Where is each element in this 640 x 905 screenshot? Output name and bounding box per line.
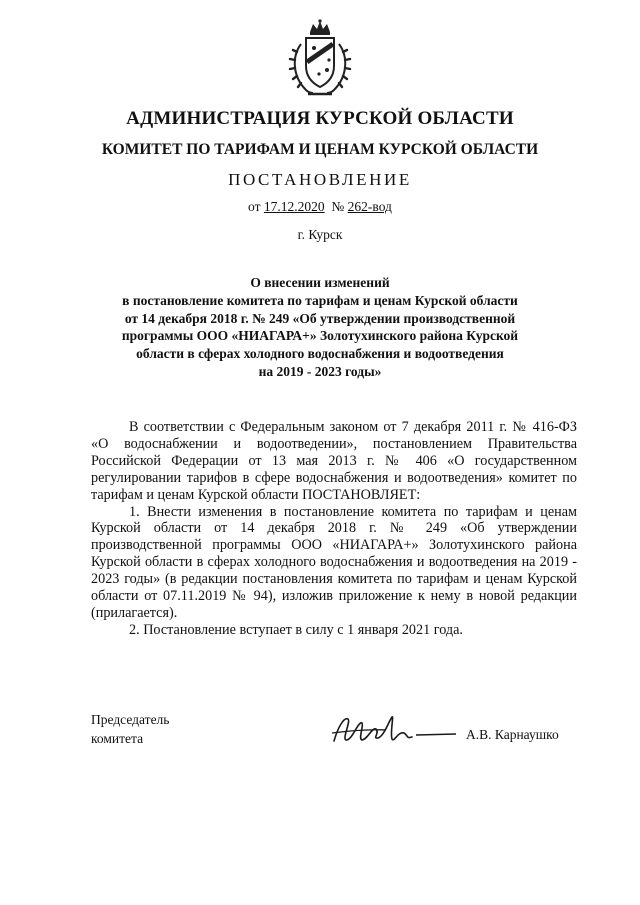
subject-line: области в сферах холодного водоснабжения и водоотведения <box>136 346 504 362</box>
item-1-paragraph: 1. Внести изменения в постановление комитета по тарифам и ценам Курской области от 14 декабря 2018 г. № 249 «Об утверждении производственной программы ООО «НИАГАРА+» Золотухинского района Курской области в сферах холодного водоснабжения и водоотведения на 2019 - 2023 годы» (в редакции постановления комитета по тарифам и ценам Курской области от 07.11.2019 № 94), изложив приложение к нему в новой редакции (прилагается). <box>91 503 577 621</box>
handwritten-signature-icon <box>328 709 458 749</box>
date-number-line <box>0 199 640 215</box>
decree-subject <box>90 274 550 381</box>
committee-title: КОМИТЕТ ПО ТАРИФАМ И ЦЕНАМ КУРСКОЙ ОБЛАСТИ <box>101 141 539 158</box>
signatory-title-line-2: комитета <box>91 731 144 746</box>
preamble-paragraph: В соответствии с Федеральным законом от 7 декабря 2011 г. № 416-ФЗ «О водоснабжении и водоотведении», постановлением Правительства Российской Федерации от 13 мая 2013 г. № 406 «О государственном регулировании тарифов в сфере водоснабжения и водоотведения» комитет по тарифам и ценам Курской области ПОСТАНОВЛЯЕТ: <box>91 419 577 503</box>
subject-line: на 2019 - 2023 годы» <box>258 363 382 379</box>
number-prefix: № <box>331 199 345 214</box>
subject-line: программы ООО «НИАГАРА+» Золотухинского района Курской <box>121 328 519 344</box>
date-prefix: от <box>248 199 261 214</box>
signatory-title-line-1: Председатель <box>91 712 170 727</box>
subject-line: О внесении изменений <box>250 275 390 290</box>
subject-line: от 14 декабря 2018 г. № 249 «Об утверждении производственной <box>124 310 516 326</box>
city: г. Курск <box>297 227 343 242</box>
document-type: ПОСТАНОВЛЕНИЕ <box>228 170 412 189</box>
item-2-paragraph: 2. Постановление вступает в силу с 1 января 2021 года. <box>129 621 463 638</box>
administration-title: АДМИНИСТРАЦИЯ КУРСКОЙ ОБЛАСТИ <box>126 108 514 129</box>
decree-body <box>91 419 577 639</box>
subject-line: в постановление комитета по тарифам и ценам Курской области <box>122 292 518 308</box>
signatory-name: А.В. Карнаушко <box>466 727 559 742</box>
signatory-title <box>91 710 169 748</box>
decree-number: 262-вод <box>347 199 392 214</box>
decree-date: 17.12.2020 <box>263 199 325 214</box>
coat-of-arms-icon <box>286 18 354 100</box>
